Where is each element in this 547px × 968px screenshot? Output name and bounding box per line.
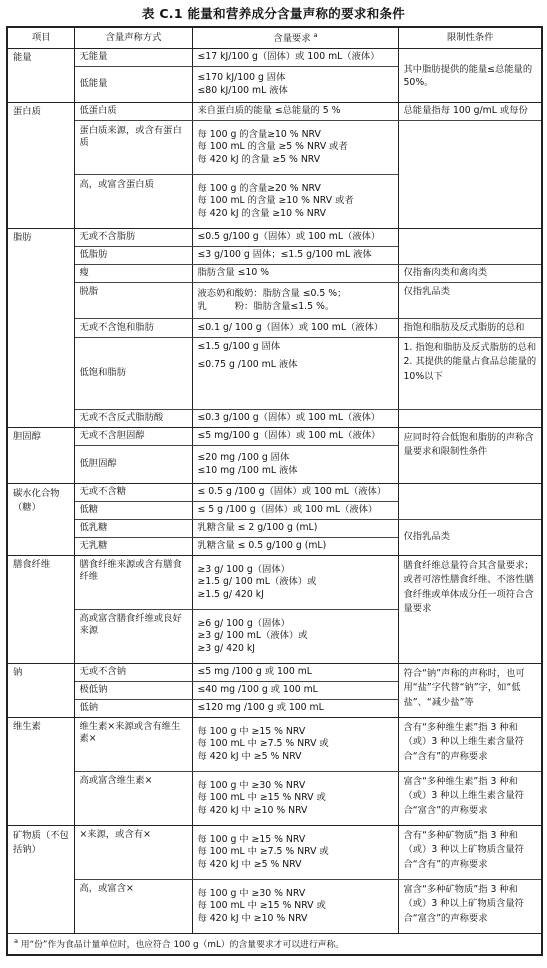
header-condition: 限制性条件 xyxy=(398,27,542,49)
condition-cell: 膳食纤维总量符合其含量要求；或者可溶性膳食纤维、不溶性膳食纤维或单体成分任一项符合含量要求 xyxy=(398,556,542,664)
table-row xyxy=(7,772,542,826)
table-row xyxy=(7,718,542,772)
requirement-cell: 乳糖含量 ≤ 0.5 g/100 g (mL) xyxy=(192,538,398,556)
method-cell: 瘦 xyxy=(74,265,192,283)
condition-cell: 富含“多种矿物质”指 3 种和（或）3 种以上矿物质含量符合“富含”的声称要求 xyxy=(398,880,542,934)
requirement-cell: ≥3 g/ 100 g（固体） ≥1.5 g/ 100 mL（液体）或 ≥1.5 g/ 420 kJ xyxy=(192,556,398,610)
table-row xyxy=(7,410,542,428)
requirement-cell: 每 100 g 中 ≥30 % NRV 每 100 mL 中 ≥15 % NRV 或 每 420 kJ 中 ≥10 % NRV xyxy=(192,880,398,934)
condition-cell: 富含“多种维生素”指 3 种和（或）3 种以上维生素含量符合“富含”的声称要求 xyxy=(398,772,542,826)
table-row xyxy=(7,428,542,446)
table-row xyxy=(7,265,542,283)
table-row xyxy=(7,338,542,410)
table-row xyxy=(7,229,542,247)
condition-cell-empty xyxy=(398,484,542,520)
header-item: 项目 xyxy=(7,27,74,49)
method-cell: 低脂肪 xyxy=(74,247,192,265)
method-cell: 高，或富含蛋白质 xyxy=(74,175,192,229)
method-cell: 低乳糖 xyxy=(74,520,192,538)
table-row xyxy=(7,520,542,538)
table-row xyxy=(7,319,542,338)
condition-cell-empty xyxy=(398,410,542,428)
method-cell: 极低钠 xyxy=(74,682,192,700)
method-cell: 维生素×来源或含有维生素× xyxy=(74,718,192,772)
table-row xyxy=(7,49,542,67)
category-mineral: 矿物质（不包括钠） xyxy=(7,826,74,934)
requirement-cell: 来自蛋白质的能量 ≤总能量的 5 % xyxy=(192,103,398,121)
category-sodium: 钠 xyxy=(7,664,74,718)
condition-cell: 其中脂肪提供的能量≤总能量的 50%。 xyxy=(398,49,542,103)
requirement-cell: 脂肪含量 ≤10 % xyxy=(192,265,398,283)
condition-cell: 仅指乳品类 xyxy=(398,283,542,319)
category-cholesterol: 胆固醇 xyxy=(7,428,74,484)
method-cell: 蛋白质来源，或含有蛋白质 xyxy=(74,121,192,175)
requirement-cell: 乳糖含量 ≤ 2 g/100 g (mL) xyxy=(192,520,398,538)
category-energy: 能量 xyxy=(7,49,74,103)
requirement-cell: ≤5 mg /100 g 或 100 mL xyxy=(192,664,398,682)
footnote: $^a$ 用“份”作为食品计量单位时，也应符合 100 g（mL）的含量要求才可以进行声称。 xyxy=(7,934,542,956)
table-row xyxy=(7,556,542,610)
method-cell: 高或富含维生素× xyxy=(74,772,192,826)
table-row xyxy=(7,283,542,319)
category-vitamin: 维生素 xyxy=(7,718,74,826)
method-cell: 无乳糖 xyxy=(74,538,192,556)
condition-cell: 仅指乳品类 xyxy=(398,520,542,556)
method-cell: 高，或富含× xyxy=(74,880,192,934)
method-cell: 无能量 xyxy=(74,49,192,67)
condition-cell: 仅指畜肉类和禽肉类 xyxy=(398,265,542,283)
method-cell: 低胆固醇 xyxy=(74,446,192,484)
nutrition-claims-table xyxy=(6,26,543,956)
condition-cell-empty xyxy=(398,229,542,265)
method-cell: 无或不含钠 xyxy=(74,664,192,682)
requirement-cell: ≤0.3 g/100 g（固体）或 100 mL（液体） xyxy=(192,410,398,428)
table-header-row xyxy=(7,27,542,49)
category-protein: 蛋白质 xyxy=(7,103,74,229)
method-cell: 低蛋白质 xyxy=(74,103,192,121)
requirement-cell: ≤ 5 g /100 g（固体）或 100 mL（液体） xyxy=(192,502,398,520)
category-dietary-fiber: 膳食纤维 xyxy=(7,556,74,664)
requirement-cell: ≤5 mg/100 g（固体）或 100 mL（液体） xyxy=(192,428,398,446)
requirement-cell: 每 100 g 中 ≥15 % NRV 每 100 mL 中 ≥7.5 % NRV 或 每 420 kJ 中 ≥5 % NRV xyxy=(192,718,398,772)
condition-cell: 符合“钠”声称的声称时，也可用“盐”字代替“钠”字，如“低盐”、“减少盐”等 xyxy=(398,664,542,718)
method-cell: 无或不含胆固醇 xyxy=(74,428,192,446)
requirement-cell: ≥6 g/ 100 g（固体） ≥3 g/ 100 mL（液体）或 ≥3 g/ 420 kJ xyxy=(192,610,398,664)
table-row xyxy=(7,121,542,175)
condition-cell: 总能量指每 100 g/mL 或每份 xyxy=(398,103,542,121)
method-cell: 无或不含饱和脂肪 xyxy=(74,319,192,338)
table-row xyxy=(7,664,542,682)
requirement-cell: 每 100 g 中 ≥15 % NRV 每 100 mL 中 ≥7.5 % NRV 或 每 420 kJ 中 ≥5 % NRV xyxy=(192,826,398,880)
condition-cell: 1. 指饱和脂肪及反式脂肪的总和 2. 其提供的能量占食品总能量的 10%以下 xyxy=(398,338,542,410)
footnote-row xyxy=(7,934,542,956)
condition-cell: 指饱和脂肪及反式脂肪的总和 xyxy=(398,319,542,338)
method-cell: 脱脂 xyxy=(74,283,192,319)
requirement-cell: ≤0.5 g/100 g（固体）或 100 mL（液体） xyxy=(192,229,398,247)
category-carbohydrate: 碳水化合物（糖） xyxy=(7,484,74,556)
method-cell: ×来源，或含有× xyxy=(74,826,192,880)
requirement-cell: 每 100 g 中 ≥30 % NRV 每 100 mL 中 ≥15 % NRV 或 每 420 kJ 中 ≥10 % NRV xyxy=(192,772,398,826)
method-cell: 无或不含反式脂肪酸 xyxy=(74,410,192,428)
requirement-cell: ≤ 0.5 g /100 g（固体）或 100 mL（液体） xyxy=(192,484,398,502)
method-cell: 无或不含糖 xyxy=(74,484,192,502)
requirement-cell: ≤17 kJ/100 g（固体）或 100 mL（液体） xyxy=(192,49,398,67)
requirement-cell: ≤0.1 g/ 100 g（固体）或 100 mL（液体） xyxy=(192,319,398,338)
requirement-cell: ≤120 mg /100 g 或 100 mL xyxy=(192,700,398,718)
header-requirement: 含量要求 $^a$ xyxy=(192,27,398,49)
method-cell: 低饱和脂肪 xyxy=(74,338,192,410)
table-row xyxy=(7,484,542,502)
method-cell: 无或不含脂肪 xyxy=(74,229,192,247)
condition-cell-empty xyxy=(398,121,542,229)
method-cell: 高或富含膳食纤维或良好来源 xyxy=(74,610,192,664)
requirement-cell: ≤40 mg /100 g 或 100 mL xyxy=(192,682,398,700)
table-row xyxy=(7,826,542,880)
method-cell: 膳食纤维来源或含有膳食纤维 xyxy=(74,556,192,610)
condition-cell: 应同时符合低饱和脂肪的声称含量要求和限制性条件 xyxy=(398,428,542,484)
requirement-cell: 每 100 g 的含量≥10 % NRV 每 100 mL 的含量 ≥5 % NRV 或者 每 420 kJ 的含量 ≥5 % NRV xyxy=(192,121,398,175)
table-row xyxy=(7,880,542,934)
requirement-cell: ≤170 kJ/100 g 固体 ≤80 kJ/100 mL 液体 xyxy=(192,67,398,103)
method-cell: 低钠 xyxy=(74,700,192,718)
method-cell: 低糖 xyxy=(74,502,192,520)
method-cell: 低能量 xyxy=(74,67,192,103)
requirement-cell: 每 100 g 的含量≥20 % NRV 每 100 mL 的含量 ≥10 % NRV 或者 每 420 kJ 的含量 ≥10 % NRV xyxy=(192,175,398,229)
condition-cell: 含有“多种矿物质”指 3 种和（或）3 种以上矿物质含量符合“含有”的声称要求 xyxy=(398,826,542,880)
requirement-cell: ≤3 g/100 g 固体；≤1.5 g/100 mL 液体 xyxy=(192,247,398,265)
category-fat: 脂肪 xyxy=(7,229,74,428)
requirement-cell: ≤1.5 g/100 g 固体 ≤0.75 g /100 mL 液体 xyxy=(192,338,398,410)
table-title: 表 C.1 能量和营养成分含量声称的要求和条件 xyxy=(141,6,406,21)
table-row xyxy=(7,103,542,121)
requirement-cell: 液态奶和酸奶：脂肪含量 ≤0.5 %； 乳 粉：脂肪含量≤1.5 %。 xyxy=(192,283,398,319)
requirement-cell: ≤20 mg /100 g 固体 ≤10 mg /100 mL 液体 xyxy=(192,446,398,484)
header-method: 含量声称方式 xyxy=(74,27,192,49)
condition-cell: 含有“多种维生素”指 3 种和（或）3 种以上维生素含量符合“含有”的声称要求 xyxy=(398,718,542,772)
